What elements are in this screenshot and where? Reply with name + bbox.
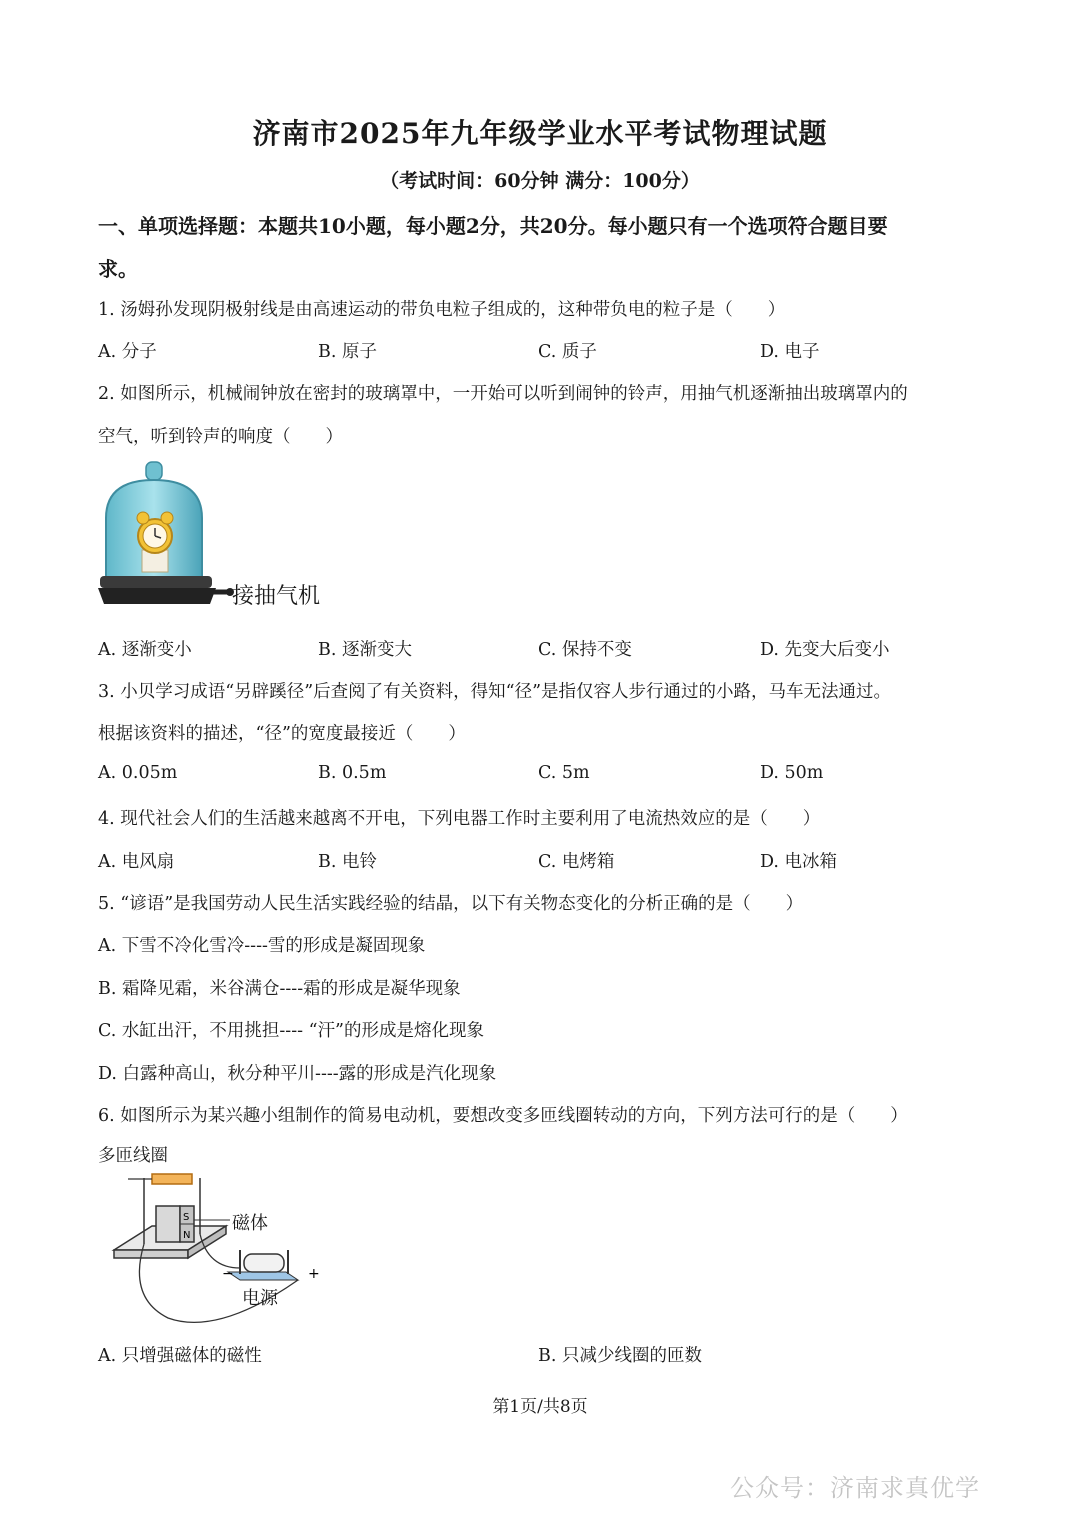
question-4-option-d: D. 电冰箱 [760,852,838,872]
exam-subtitle: （考试时间：60分钟 满分：100分） [380,170,700,192]
watermark: 公众号：济南求真优学 [730,1474,980,1502]
question-5-option-d: D. 白露种高山，秋分种平川----露的形成是汽化现象 [98,1064,497,1084]
question-1-option-c: C. 质子 [538,342,597,362]
question-3-option-d: D. 50m [760,763,824,783]
magnet-label: 磁体 [232,1213,268,1234]
pump-label: 接抽气机 [232,584,321,609]
section-heading-continued: 求。 [98,257,138,281]
power-supply-label: 电源 [242,1288,278,1309]
question-3-option-a: A. 0.05m [98,763,178,783]
magnet-pole-n-text: N [183,1230,191,1241]
question-2-option-a: A. 逐渐变小 [98,640,192,660]
question-5-option-a: A. 下雪不冷化雪冷----雪的形成是凝固现象 [98,936,426,956]
question-3-option-b: B. 0.5m [318,763,387,783]
exam-title: 济南市2025年九年级学业水平考试物理试题 [252,117,828,150]
battery-minus-text: − [222,1266,234,1282]
question-2-stem: 2. 如图所示，机械闹钟放在密封的玻璃罩中，一开始可以听到闹钟的铃声，用抽气机逐渐抽出玻璃罩内的 [98,384,908,404]
question-2-option-c: C. 保持不变 [538,640,632,660]
question-6-stem: 6. 如图所示为某兴趣小组制作的简易电动机，要想改变多匝线圈转动的方向，下列方法可行的是（ ） [98,1106,908,1126]
question-3-stem-continued: 根据该资料的描述，“径”的宽度最接近（ ） [98,724,466,744]
question-5-option-c: C. 水缸出汗，不用挑担---- “汗”的形成是熔化现象 [98,1021,484,1041]
coil-label: 多匝线圈 [98,1146,168,1166]
question-5-option-b: B. 霜降见霜，米谷满仓----霜的形成是凝华现象 [98,979,461,999]
question-2-stem-continued: 空气，听到铃声的响度（ ） [98,427,343,447]
question-4-stem: 4. 现代社会人们的生活越来越离不开电，下列电器工作时主要利用了电流热效应的是（ ） [98,809,821,829]
question-6-option-b: B. 只减少线圈的匝数 [538,1346,702,1366]
question-4-option-a: A. 电风扇 [98,852,175,872]
question-3-option-c: C. 5m [538,763,590,783]
motor-figure [108,1168,338,1340]
question-4-option-b: B. 电铃 [318,852,377,872]
question-1-option-a: A. 分子 [98,342,157,362]
question-5-stem: 5. “谚语”是我国劳动人民生活实践经验的结晶，以下有关物态变化的分析正确的是（ ） [98,894,804,914]
question-1-option-d: D. 电子 [760,342,820,362]
magnet-pole-s-text: S [183,1212,190,1223]
question-2-option-b: B. 逐渐变大 [318,640,412,660]
question-4-option-c: C. 电烤箱 [538,852,615,872]
bell-jar-figure [96,458,236,618]
question-6-option-a: A. 只增强磁体的磁性 [98,1346,262,1366]
section-heading: 一、单项选择题：本题共10小题，每小题2分，共20分。每小题只有一个选项符合题目要 [98,214,888,238]
page-footer: 第1页/共8页 [492,1397,588,1417]
question-2-option-d: D. 先变大后变小 [760,640,890,660]
battery-plus-text: + [308,1266,320,1282]
question-3-stem: 3. 小贝学习成语“另辟蹊径”后查阅了有关资料，得知“径”是指仅容人步行通过的小路，马车无法通过。 [98,682,892,702]
question-1-stem: 1. 汤姆孙发现阴极射线是由高速运动的带负电粒子组成的，这种带负电的粒子是（ ） [98,300,786,320]
question-1-option-b: B. 原子 [318,342,377,362]
